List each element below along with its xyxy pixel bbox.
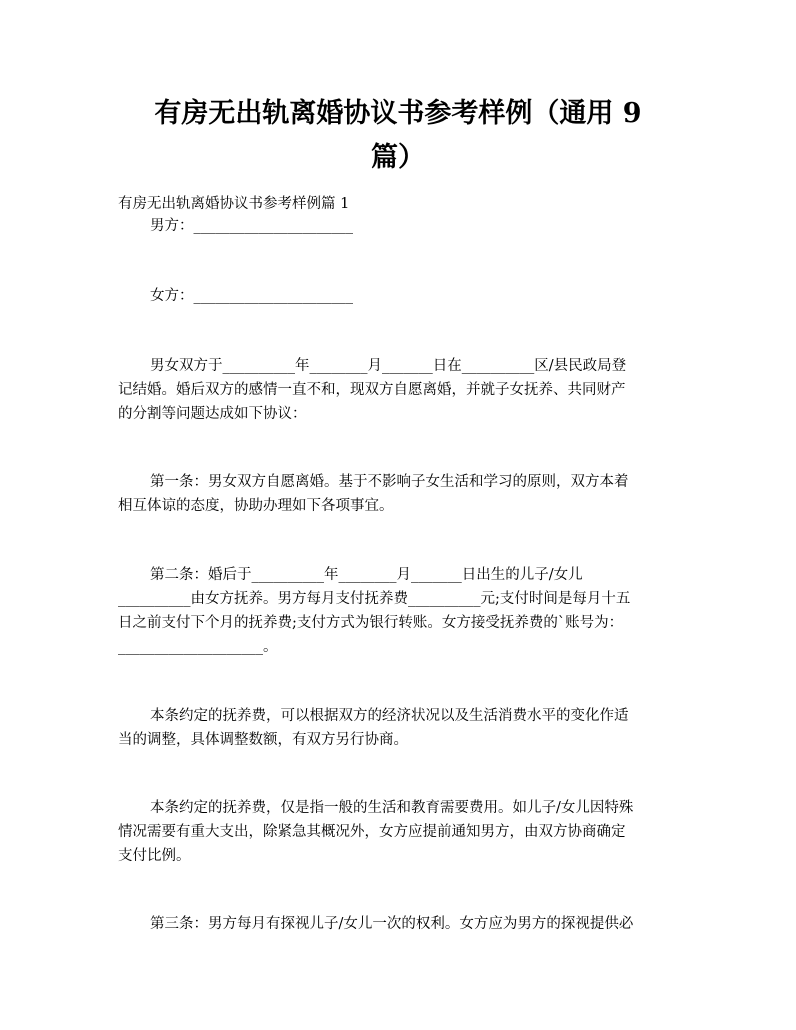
article2-line-3: 日之前支付下个月的抚养费;支付方式为银行转账。女方接受抚养费的`账号为： [118, 615, 624, 631]
adjust-line-2: 当的调整，具体调整数额，有双方另行协商。 [118, 732, 408, 748]
intro-line-1: 男女双方于__________年________月_______日在__________区/县民政局登 [150, 358, 627, 374]
document-title [110, 92, 686, 180]
general-line-1: 本条约定的抚养费，仅是指一般的生活和教育需要费用。如儿子/女儿因特殊 [150, 800, 634, 816]
article2-line-1: 第二条：婚后于__________年________月_______日出生的儿子/女儿 [150, 567, 583, 583]
article2-line-4: ____________________。 [118, 639, 278, 655]
section-heading: 有房无出轨离婚协议书参考样例篇 1 [118, 196, 350, 212]
article2-line-2: __________由女方抚养。男方每月支付抚养费__________元;支付时间是每月十五 [118, 591, 631, 607]
article1-line-2: 相互体谅的态度，协助办理如下各项事宜。 [118, 498, 394, 514]
intro-line-2: 记结婚。婚后双方的感情一直不和，现双方自愿离婚，并就子女抚养、共同财产 [118, 382, 626, 398]
intro-line-3: 的分割等问题达成如下协议： [118, 406, 307, 422]
general-line-2: 情况需要有重大支出，除紧急其概况外，女方应提前通知男方，由双方协商确定 [118, 824, 626, 840]
adjust-line-1: 本条约定的抚养费，可以根据双方的经济状况以及生活消费水平的变化作适 [150, 708, 629, 724]
male-party-line: 男方：______________________ [150, 218, 353, 234]
title-line-2: 篇） [371, 142, 425, 173]
female-party-line: 女方：______________________ [150, 288, 353, 304]
article3-line-1: 第三条：男方每月有探视儿子/女儿一次的权利。女方应为男方的探视提供必 [150, 916, 634, 932]
title-line-1: 有房无出轨离婚协议书参考样例（通用 9 [154, 98, 642, 129]
general-line-3: 支付比例。 [118, 848, 191, 864]
article1-line-1: 第一条：男女双方自愿离婚。基于不影响子女生活和学习的原则，双方本着 [150, 474, 629, 490]
